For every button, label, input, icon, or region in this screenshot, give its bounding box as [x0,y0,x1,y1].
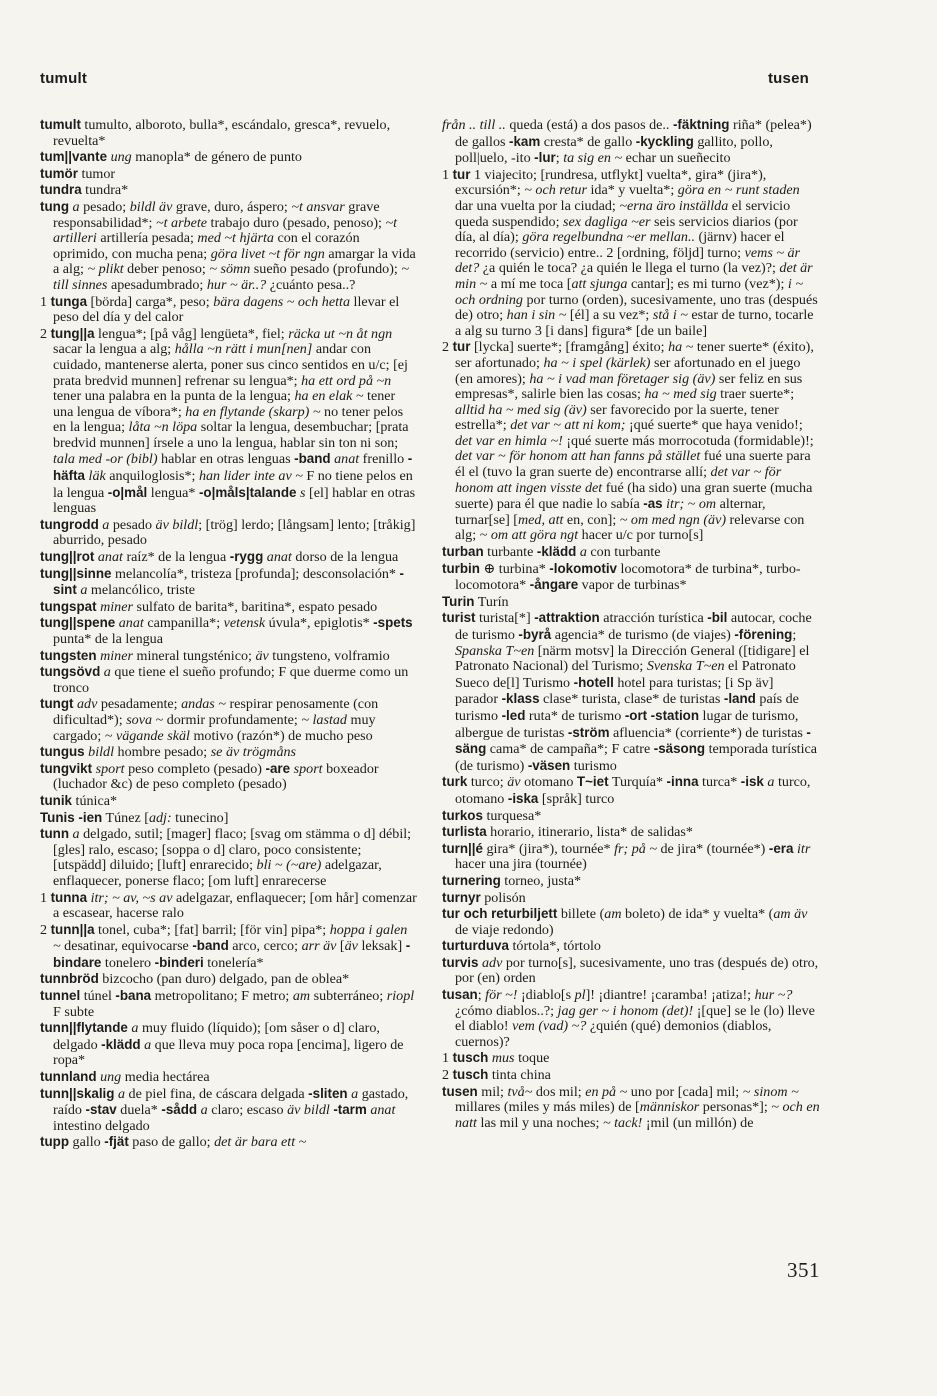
usage-label: ung [100,1069,122,1086]
usage-label: ung [110,149,132,166]
usage-label: jag ger ~ i honom (det)! [557,1002,694,1019]
headword: -hotell [573,674,614,690]
usage-label: andas ~ [181,696,226,713]
usage-label: människor [639,1099,700,1116]
usage-label: Spanska T~en [455,642,535,659]
usage-label: arr äv [301,938,337,955]
dictionary-entry: tung||rot anat raíz* de la lengua -rygg anat dorso de la lengua [40,549,399,566]
usage-label: adv [482,954,503,971]
headword: -o|mål [107,484,148,500]
usage-label: ~ sömn [209,261,251,278]
dictionary-entry: Turin Turín [442,593,509,610]
usage-label: bildl [88,744,114,761]
headword: turvis [442,954,479,970]
usage-label: am [604,906,622,923]
headword: turbin [442,560,480,576]
headword: turturduva [442,938,509,954]
headword: -sådd [161,1102,198,1118]
usage-label: a [103,664,111,681]
headword: tusen [442,1083,478,1099]
usage-label: ha ~ i vad man företager sig (äv) [529,370,716,387]
usage-label: itr [796,840,811,857]
usage-label: a [579,544,587,561]
dictionary-entry: 1 tusch mus toque [442,1050,550,1067]
dictionary-entry: turn||é gira* (jira*), tournée* fr; på ~ de jira* (tournée*) -era itr hacer una jira (tournée) [442,840,811,873]
dictionary-entry: tunn||flytande a muy fluido (líquido); [om såser o d] claro, delgado -klädd a que lleva muy poca ropa [encima], ligero de ropa* [40,1020,404,1069]
headword: -band [294,451,331,467]
usage-label: anat [118,615,144,632]
headword: -väsen [527,757,571,773]
usage-label: ~ och en natt [455,1099,820,1131]
usage-label: sport [293,760,323,777]
usage-label: miner [100,647,133,664]
usage-label: mus [491,1050,515,1067]
usage-label: med, att [518,511,564,528]
headword: tupp [40,1134,69,1150]
headword: tunn||flytande [40,1020,128,1036]
dictionary-entry: tupp gallo -fjät paso de gallo; det är bara ett ~ [40,1134,307,1151]
page-number: 351 [787,1258,820,1282]
headword: -inna [666,774,699,790]
guide-word-left: tumult [40,70,88,87]
headword: -säsong [653,741,706,757]
usage-label: i ~ och ordning [455,275,803,308]
usage-label: ~ om att göra ngt [479,527,579,544]
headword: tur [452,339,471,355]
usage-label: ~ till sinnes [53,261,409,293]
dictionary-entry: tusan; för ~! ¡diablo[s pl]! ¡diantre! ¡caramba! ¡atiza!; hur ~? ¿cómo diablos..?; jag ger ~ i honom (det)! ¡[que] se le (lo) lleve el diablo! vem (vad) ~? ¿quién (qué) demonios (diablos, cuernos)? [442,987,815,1050]
headword: tungus [40,744,85,760]
dictionary-entry: 1 tur 1 viajecito; [rundresa, utflykt] vuelta*, gira* (jira*), excursión*; ~ och retur ida* y vuelta*; göra en ~ runt staden dar una vuelta por la ciudad; ~erna äro inställda el servicio queda suspendido; sex dagliga ~er seis servicios diarios (por día, al día); göra regelbundna ~er mellan.. (järnv) hacer el recorrido (servicio) entre.. 2 [ordning, följd] turno; vems ~ är det? ¿a quién le toca? ¿a quién le llega el turno (la vez)?; det är min ~ a mí me toca [att sjunga cantar]; es mi turno (vez*); i ~ och ordning por turno (orden), sucesivamente, uno tras (después de) otro; han i sin ~ [él] a su vez*; stå i ~ estar de turno, tocarle a alg su turno 3 [i dans] figura* [de un baile] [442,166,818,339]
usage-label: a [144,1036,152,1053]
usage-label: med ~t hjärta [197,230,274,247]
headword: -bana [115,988,152,1004]
dictionary-entry: tungrodd a pesado äv bildl; [trög] lerdo; [långsam] lento; [tråkig] aburrido, pesado [40,516,416,549]
usage-label: två~ [507,1083,533,1100]
usage-label: äv [344,938,358,955]
headword: tumör [40,165,78,181]
headword: -ström [567,724,610,740]
headword: tundra [40,182,82,198]
usage-label: äv [507,774,521,791]
usage-label: äv bildl [287,1102,330,1119]
usage-label: vem (vad) ~? [512,1018,587,1035]
dictionary-entry: tunik túnica* [40,792,118,809]
headword: tunik [40,792,72,808]
headword: tusan [442,987,478,1003]
dictionary-entry: tungus bildl hombre pesado; se äv trögmåns [40,744,297,761]
headword: Tunis -ien [40,809,103,825]
usage-label: ~t ansvar [291,198,345,215]
usage-label: a [72,198,80,215]
headword: -förening [734,627,793,642]
headword: -rygg [229,549,264,565]
usage-label: ha ~ med sig [644,386,717,403]
dictionary-entry: tunnel túnel -bana metropolitano; F metro; am subterráneo; riopl F subte [40,988,415,1020]
dictionary-entry: turvis adv por turno[s], sucesivamente, uno tras (después de) otro, por (en) orden [442,954,819,987]
usage-label: det var en himla ~! [455,432,563,449]
dictionary-entry: tur och returbiljett billete (am boleto) de ida* y vuelta* (am äv de viaje redondo) [442,906,808,938]
headword: tum||vante [40,149,108,165]
dictionary-entry: tunnbröd bizcocho (pan duro) delgado, pan de oblea* [40,971,350,988]
headword: -bil [707,610,728,626]
dictionary-entry: tum||vante ung manopla* de género de punto [40,149,302,166]
usage-label: hoppa i galen ~ [53,921,408,955]
dictionary-entry: tunn||skalig a de piel fina, de cáscara delgada -sliten a gastado, raído -stav duela* -sådd a claro; escaso äv bildl -tarm anat intestino delgado [40,1085,409,1134]
headword: tunn [40,826,69,842]
dictionary-entry: 2 tunn||a tonel, cuba*; [fat] barril; [för vin] pipa*; hoppa i galen ~ desatinar, equivocarse -band arco, cerco; arr äv [äv leksak] -bindare tonelero -binderi tonelería* [40,921,411,971]
usage-label: itr; ~ av, ~s av [90,889,173,906]
usage-label: ~ plikt [87,261,124,278]
dictionary-entry: turk turco; äv otomano T~iet Turquía* -inna turca* -isk a turco, otomano -iska [språk] turco [442,774,811,807]
dictionary-entry: turnyr polisón [442,889,526,906]
usage-label: se äv trögmåns [210,744,297,761]
dictionary-entry: 2 tusch tinta china [442,1067,551,1084]
usage-label: a [767,774,775,791]
headword: tunn||a [50,921,95,937]
headword: turlista [442,824,487,840]
headword: turnering [442,872,501,888]
headword: -land [723,691,756,707]
dictionary-entry: tung||sinne melancolía*, tristeza [profunda]; desconsolación* -sint a melancólico, triste [40,565,404,599]
headword: tungt [40,696,74,712]
headword: tung||sinne [40,565,112,581]
headword: turist [442,610,476,626]
headword: -klass [501,691,540,707]
dictionary-entry: tungt adv pesadamente; andas ~ respirar penosamente (con dificultad*); sova ~ dormir profundamente; ~ lastad muy cargado; ~ vägande skäl motivo (razón*) de mucho peso [40,696,379,744]
headword: -o|måls|talande [198,484,297,500]
usage-label: am [292,988,311,1005]
usage-label: Svenska T~en [646,658,725,675]
usage-label: ~ och retur [524,182,587,199]
usage-label: anat [334,451,360,468]
headword: -tarm [333,1102,367,1118]
usage-label: vems ~ är det? [455,244,801,277]
usage-label: a [200,1102,208,1119]
headword: -byrå [518,627,552,642]
usage-label: från .. till .. [442,117,506,133]
usage-label: ha ~ [668,339,694,356]
headword: -lokomotiv [549,560,617,576]
usage-label: hur ~? [754,987,793,1004]
headword: -are [265,760,291,776]
headword: -binderi [154,954,204,970]
headword: -ort [624,707,648,723]
usage-label: a [131,1020,139,1037]
usage-label: pl [574,987,586,1004]
headword: -led [501,707,526,723]
usage-label: ha en elak ~ [294,388,364,405]
usage-label: bildl äv [129,198,173,215]
usage-label: att sjunga [571,275,628,292]
usage-label: göra livet ~t för ngn [210,245,325,262]
headword: -klädd [101,1036,141,1052]
dictionary-entry: från .. till .. queda (está) a dos pasos de.. -fäktning riña* (pelea*) de gallos -kam cresta* de gallo -kyckling gallito, pollo, poll|uelo, -ito -lur; ta sig en ~ echar un sueñecito [442,117,812,167]
headword: turn||é [442,840,483,856]
headword: tungsövd [40,664,101,680]
usage-label: a [102,516,110,533]
headword: -era [768,840,794,856]
usage-label: tala med -or (bibl) [53,451,158,468]
usage-label: vetensk [223,615,266,632]
headword: turkos [442,807,483,823]
dictionary-entry: tundra tundra* [40,182,129,199]
dictionary-entry: 2 tung||a lengua*; [på våg] lengüeta*, fiel; räcka ut ~n åt ngn sacar la lengua a alg; hålla ~n rätt i mun[nen] andar con cuidado, mantenerse alerta, poner sus cinco sentidos en u/c; [ej prata bredvid munnen] refrenar su lengua*; ha ett ord på ~n tener una palabra en la punta de la lengua; ha en elak ~ tener una lengua de víbora*; ha en flytande (skarp) ~ no tener pelos en la lengua; låta ~n löpa soltar la lengua, desembuchar; [prata bredvid munnen] írsele a uno la lengua, hablar sin ton ni son; tala med -or (bibl) hablar en otras lenguas -band anat frenillo -häfta läk anquiloglosis*; han lider inte av ~ F no tiene pelos en la lengua -o|mål lengua* -o|måls|talande s [el] hablar en otras lenguas [40,325,416,517]
usage-label: ~ sinom ~ [742,1083,799,1100]
usage-label: ha en flytande (skarp) ~ [185,403,321,420]
headword: tunn||skalig [40,1085,115,1101]
usage-label: riopl [386,988,415,1005]
headword: turban [442,544,484,560]
headword: tungvikt [40,760,93,776]
headword: tunnel [40,988,81,1004]
headword: -as [643,496,663,512]
usage-label: det var ~ för honom att han fanns på stället [455,448,701,465]
dictionary-entry: tung||spene anat campanilla*; vetensk úvula*, epiglotis* -spets punta* de la lengua [40,615,413,647]
headword: -sint [53,565,404,598]
dictionary-entry: turist turista[*] -attraktion atracción turística -bil autocar, coche de turismo -byrå agencia* de turismo (de viajes) -förening; Spanska T~en [närm motsv] la Dirección General ([tidigare] el Patronato Nacional) del Turismo; Svenska T~en el Patronato Sueco de[l] Turismo -hotell hotel para turistas; [i Sp äv] parador -klass clase* turista, clase* de turistas -land país de turismo -led ruta* de turismo -ort -station lugar de turismo, albergue de turistas -ström afluencia* (corriente*) de turistas -säng cama* de campaña*; F catre -säsong temporada turística (de turismo) -väsen turismo [442,610,818,774]
usage-label: ~erna äro inställda [619,197,729,214]
usage-label: ~ vägande skäl [104,727,190,744]
dictionary-entry: tungvikt sport peso completo (pesado) -are sport boxeador (luchador &c) de peso completo (pesado) [40,760,379,793]
usage-label: göra regelbundna ~er mellan.. [522,229,695,246]
headword: tur och returbiljett [442,906,558,922]
headword: turnyr [442,889,481,905]
usage-label: miner [100,598,133,615]
headword: tung||rot [40,549,95,565]
dictionary-entry: turkos turquesa* [442,807,542,824]
usage-label: sova ~ [126,711,164,728]
usage-label: a [351,1085,359,1102]
dictionary-entry: tungsten miner mineral tungsténico; äv tungsteno, volframio [40,647,390,664]
headword: -stav [85,1102,117,1118]
usage-label: en på ~ [585,1083,628,1100]
usage-label: ~t arbete [155,214,208,231]
usage-label: det är bara ett ~ [214,1134,307,1151]
headword: -kam [509,133,541,149]
headword: -säng [455,724,811,757]
dictionary-entry: 2 tur [lycka] suerte*; [framgång] éxito; ha ~ tener suerte* (éxito), ser afortunado; ha ~ i spel (kärlek) ser afortunado en el juego (en amores); ha ~ i vad man företager sig (äv) ser feliz en sus empresas*, salirle bien las cosas; ha ~ med sig traer suerte*; alltid ha ~ med sig (äv) ser favorecido por la suerte, tener estrella*; det var ~ att ni kom; ¡qué suerte* que haya venido!; det var en himla ~! ¡qué suerte más morrocotuda (formidable)!; det var ~ för honom att han fanns på stället fué una suerte para él el (tuvo la gran suerte de) encontrarse allí; det var ~ för honom att ingen visste det fué (ha sido) una gran suerte (mucha suerte) para él que nadie lo sabía -as itr; ~ om alternar, turnar[se] [med, att en, con]; ~ om med ngn (äv) relevarse con alg; ~ om att göra ngt hacer u/c por turno[s] [442,339,814,544]
usage-label: hur ~ är..? [206,276,267,293]
usage-label: göra en ~ runt staden [677,182,800,199]
usage-label: s [300,484,306,501]
headword: tungspat [40,598,97,614]
headword: -isk [740,774,764,790]
headword: -sliten [308,1085,348,1101]
usage-label: sport [95,760,125,777]
dictionary-entry: turturduva tórtola*, tórtolo [442,938,601,955]
dictionary-entry: tunn a delgado, sutil; [mager] flaco; [svag om stämma o d] débil; [gles] ralo, escaso; [soppa o d] claro, poco consistente; [utspädd] diluido; [luft] enrarecido; bli ~ (~are) adelgazar, enflaquecer, ponerse flaco; [om luft] enrarecerse [40,826,412,889]
usage-label: sex dagliga ~er [563,213,651,230]
usage-label: ~ om med ngn (äv) [619,511,727,528]
dictionary-entry: 1 tunna itr; ~ av, ~s av adelgazar, enflaquecer; [om hår] comenzar a escasear, hacerse ralo [40,889,417,922]
usage-label: ~ lastad [301,711,347,728]
headword: T~iet [576,774,609,790]
usage-label: äv bildl [155,516,199,533]
headword: tunnbröd [40,971,99,987]
headword: turk [442,774,468,790]
dictionary-entry: turlista horario, itinerario, lista* de salidas* [442,824,693,841]
dictionary-entry: turban turbante -klädd a con turbante [442,544,661,561]
headword: tung||a [50,325,95,341]
headword: -spets [373,615,413,631]
usage-label: för ~! [485,987,518,1004]
headword: -häfta [53,451,413,484]
headword: -bindare [53,938,411,970]
usage-label: ~ om [687,496,717,513]
usage-label: bära dagens ~ och hetta [213,293,350,310]
usage-label: stå i ~ [652,307,688,324]
guide-word-right: tusen [767,70,809,87]
dictionary-entry: Tunis -ien Túnez [adj: tunecino] [40,809,229,826]
usage-label: a [80,582,88,599]
headword: -attraktion [534,610,600,626]
headword: -lur [534,150,556,166]
usage-label: a [117,1085,126,1102]
dictionary-entry: turbin ⊕ turbina* -lokomotiv locomotora* de turbina*, turbo-locomotora* -ångare vapor de turbinas* [442,560,801,594]
usage-label: det är min ~ [455,260,813,292]
headword: tungsten [40,647,97,663]
dictionary-entry: tumör tumor [40,165,116,182]
usage-label: bli ~ (~are) [256,857,322,874]
headword: tung [40,198,69,214]
usage-label: alltid ha ~ med sig (äv) [455,401,587,418]
usage-label: det var ~ för honom att ingen visste det [455,464,782,496]
headword: -fäktning [672,117,730,132]
usage-label: fr; på ~ [614,840,657,857]
usage-label: räcka ut ~n åt ngn [288,325,393,342]
usage-label: itr; [666,496,685,513]
headword: -station [650,707,700,723]
dictionary-entry: tumult tumulto, alboroto, bulla*, escándalo, gresca*, revuelo, revuelta* [40,117,391,149]
usage-label: äv [255,647,269,664]
dictionary-entry: 1 tunga [börda] carga*, peso; bära dagens ~ och hetta llevar el peso del día y del calor [40,293,400,326]
headword: -band [192,938,229,954]
headword: tunga [50,293,88,309]
dictionary-entry: turnering torneo, justa* [442,872,582,889]
headword: tusch [452,1050,489,1066]
usage-label: am äv [773,906,808,923]
usage-label: adj: [148,809,172,826]
usage-label: ha ett ord på ~n [301,372,392,389]
usage-label: ta sig en ~ [563,150,623,167]
headword: tunna [50,889,88,905]
usage-label: ~t artilleri [53,214,398,247]
headword: -ångare [529,577,579,593]
usage-label: anat [370,1102,396,1119]
usage-label: han i sin ~ [506,307,567,324]
headword: -fjät [104,1134,129,1150]
headword: tumult [40,117,81,132]
usage-label: adv [77,696,98,713]
dictionary-entry: tunnland ung media hectárea [40,1069,210,1086]
usage-label: det var ~ att ni kom; [510,417,626,434]
dictionary-entry: tusen mil; två~ dos mil; en på ~ uno por [cada] mil; ~ sinom ~ millares (miles y más miles) de [människor personas*]; ~ och en natt las mil y una noches; ~ tack! ¡mil (un millón) de [442,1083,820,1131]
headword: tur [452,166,471,182]
usage-label: a [72,826,80,843]
dictionary-entry: tungsövd a que tiene el sueño profundo; F que duerme como un tronco [40,664,409,696]
usage-label: hålla ~n rätt i mun[nen] [174,341,313,358]
usage-label: han lider inte av ~ [198,468,303,485]
headword: tungrodd [40,516,99,532]
usage-label: anat [97,549,123,566]
dictionary-entry: tung a pesado; bildl äv grave, duro, áspero; ~t ansvar grave responsabilidad*; ~t arbete trabajo duro (pesado, penoso); ~t artilleri artillería pesada; med ~t hjärta con el corazón oprimido, con mucha pena; göra livet ~t för ngn amargar la vida a alg; ~ plikt deber penoso; ~ sömn sueño pesado (profundo); ~ till sinnes apesadumbrado; hur ~ är..? ¿cuánto pesa..? [40,198,416,293]
headword: tung||spene [40,615,116,631]
headword: -kyckling [635,133,694,149]
right-column [442,117,820,1131]
usage-label: ~ tack! [602,1114,643,1131]
headword: tusch [452,1067,489,1083]
left-column [40,117,418,1151]
usage-label: ha ~ i spel (kärlek) [543,354,651,371]
headword: Turin [442,593,475,609]
dictionary-entry: tungspat miner sulfato de barita*, baritina*, espato pesado [40,598,378,615]
usage-label: anat [266,549,292,566]
usage-label: låta ~n löpa [128,419,198,436]
headword: -klädd [536,544,577,560]
usage-label: läk [88,468,106,485]
headword: tunnland [40,1069,97,1085]
headword: -iska [507,790,539,806]
